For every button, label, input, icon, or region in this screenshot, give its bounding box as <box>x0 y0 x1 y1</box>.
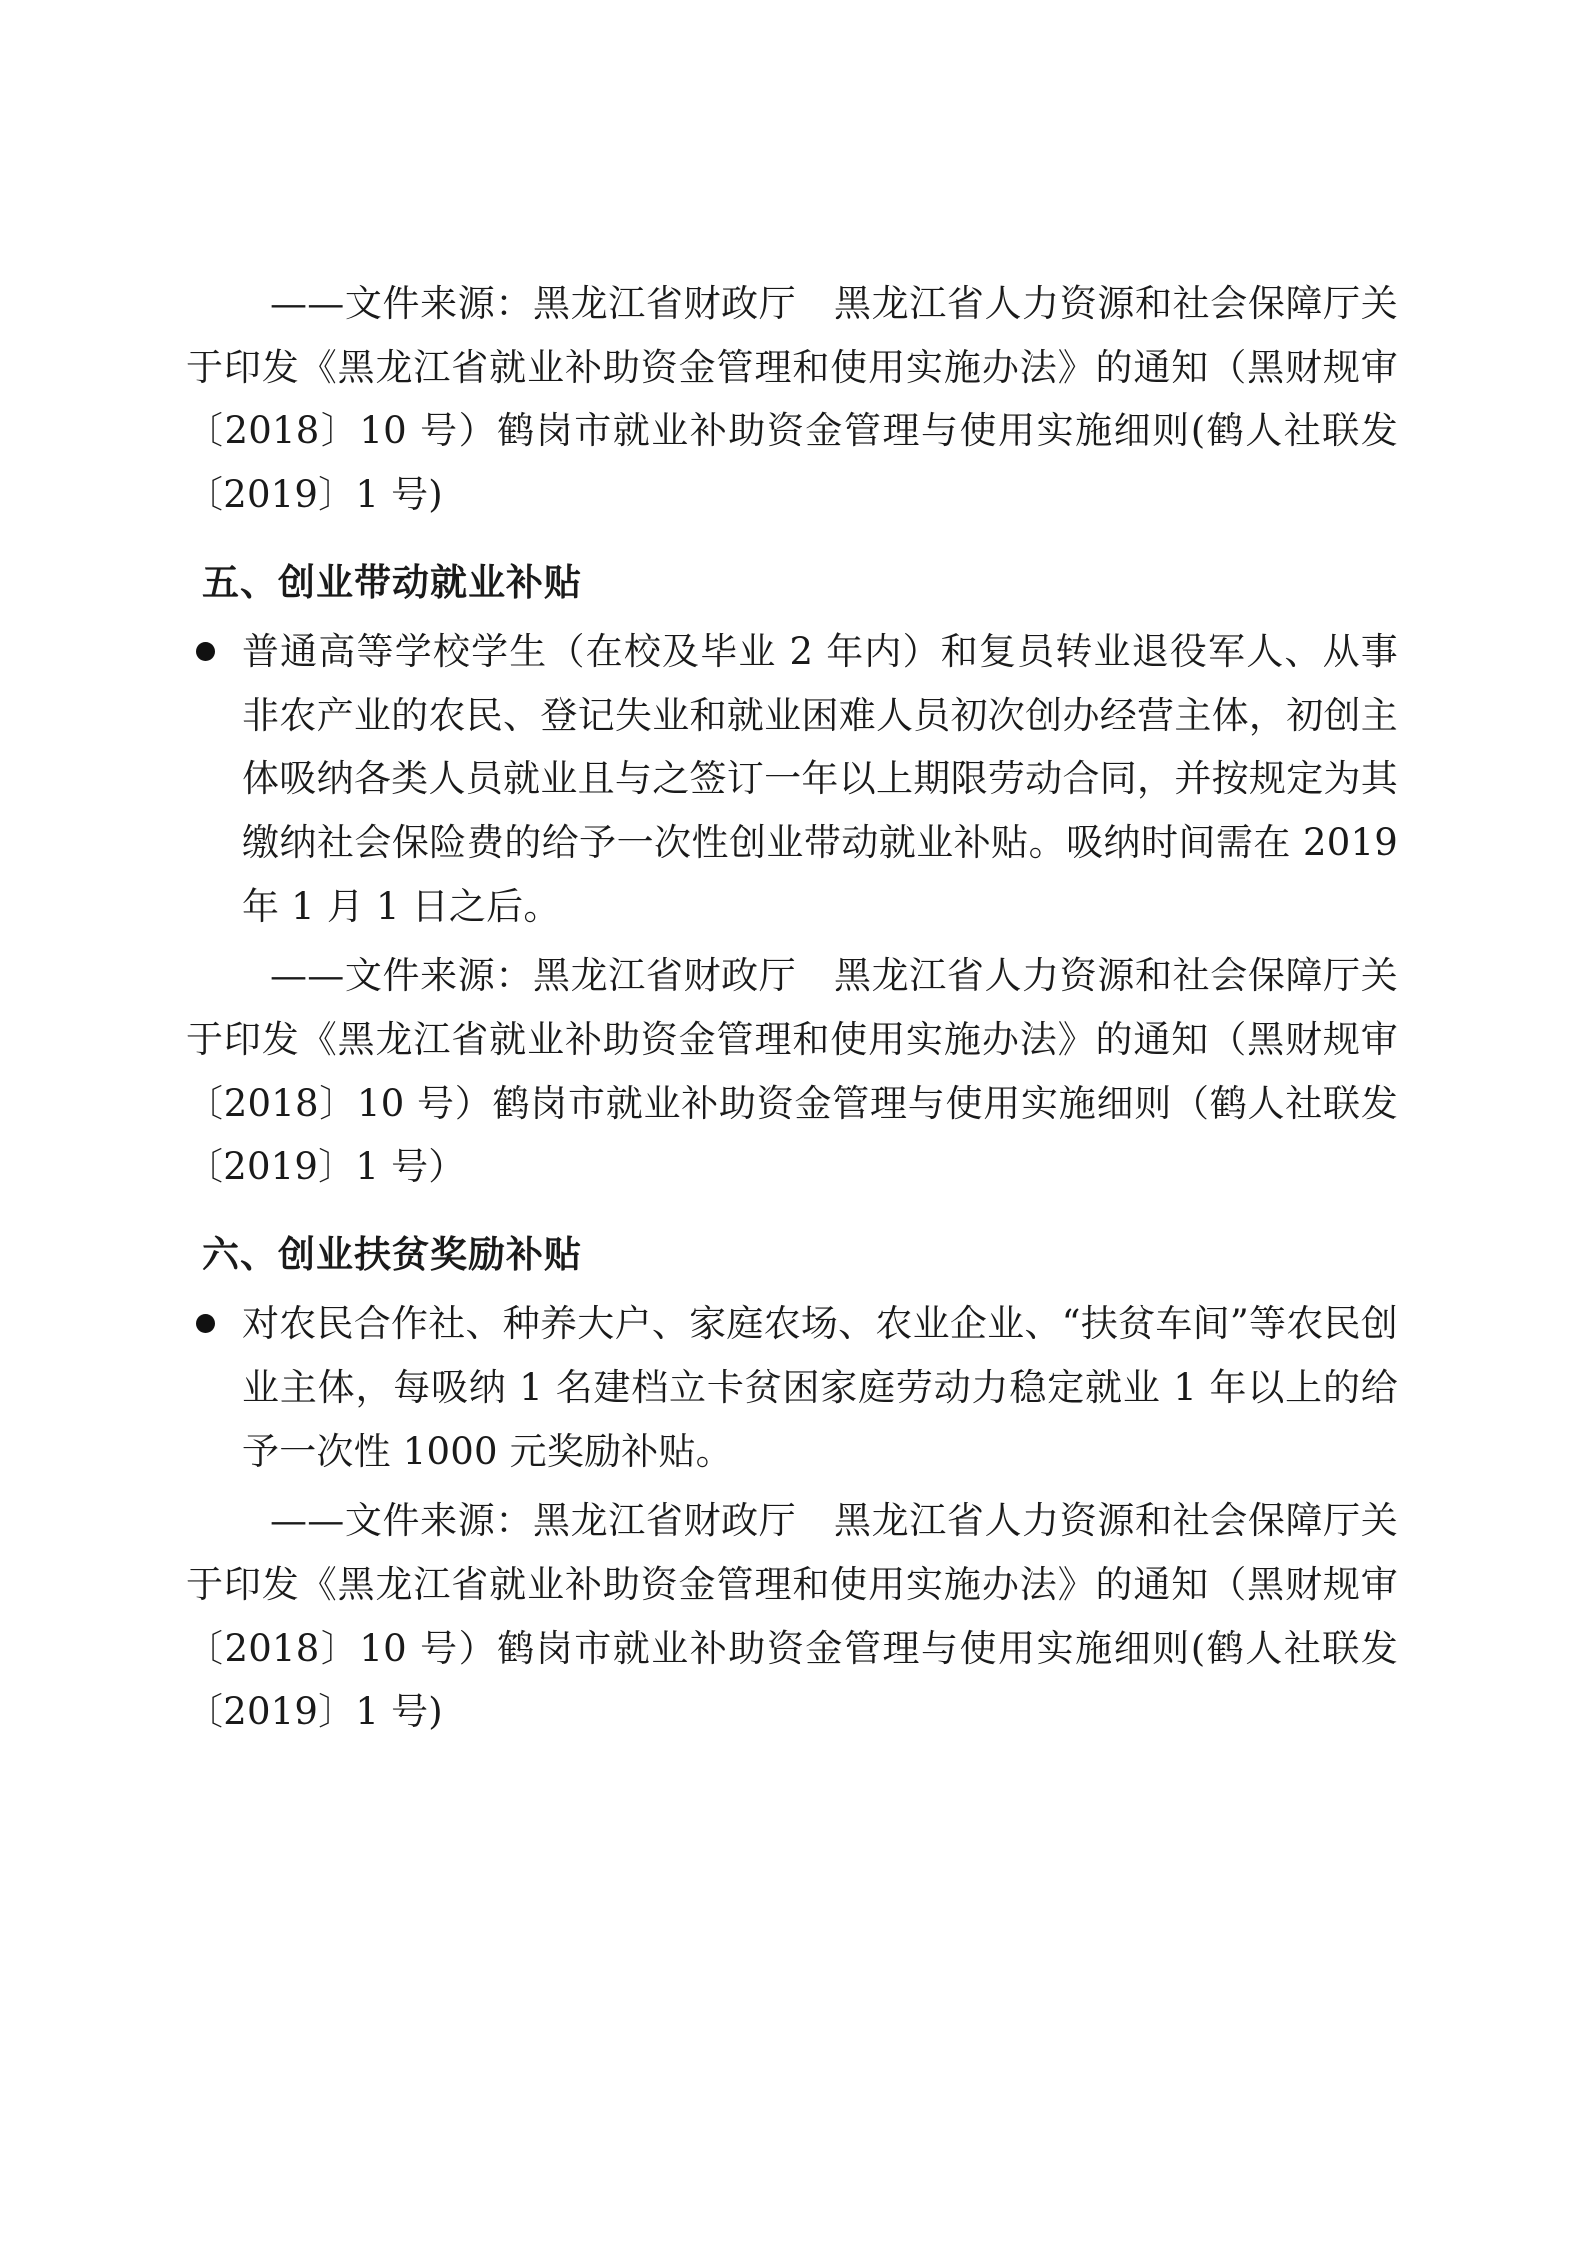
source-note-1-text: ——文件来源：黑龙江省财政厅 黑龙江省人力资源和社会保障厅关于印发《黑龙江省就业补助资金管理和使用实施办法》的通知（黑财规审〔2018〕10 号）鹤岗市就业补助资金管理与使用实施细则(鹤人社联发〔2019〕1 号) <box>186 282 1398 516</box>
section-heading-six: 六、创业扶贫奖励补贴 <box>202 1231 582 1276</box>
bullet-dot-icon <box>196 1314 215 1333</box>
source-note-2 <box>186 944 1398 1199</box>
bullet-item-startup-employment-subsidy <box>186 620 1398 938</box>
spacer <box>186 1201 1398 1213</box>
source-note-3 <box>186 1489 1398 1744</box>
source-note-3-text: ——文件来源：黑龙江省财政厅 黑龙江省人力资源和社会保障厅关于印发《黑龙江省就业补助资金管理和使用实施办法》的通知（黑财规审〔2018〕10 号）鹤岗市就业补助资金管理与使用实施细则(鹤人社联发〔2019〕1 号) <box>186 1499 1398 1734</box>
bullet-item-poverty-alleviation-award-text: 对农民合作社、种养大户、家庭农场、农业企业、“扶贫车间”等农民创业主体，每吸纳 1 名建档立卡贫困家庭劳动力稳定就业 1 年以上的给予一次性 1000 元奖励补贴。 <box>242 1302 1398 1473</box>
source-note-2-text: ——文件来源：黑龙江省财政厅 黑龙江省人力资源和社会保障厅关于印发《黑龙江省就业补助资金管理和使用实施办法》的通知（黑财规审〔2018〕10 号）鹤岗市就业补助资金管理与使用实施细则（鹤人社联发〔2019〕1 号） <box>186 954 1398 1189</box>
bullet-dot-icon <box>196 642 215 661</box>
section-heading-five: 五、创业带动就业补贴 <box>202 559 582 604</box>
bullet-item-poverty-alleviation-award <box>186 1292 1398 1483</box>
document-body <box>186 272 1398 1746</box>
spacer <box>186 529 1398 541</box>
bullet-item-startup-employment-subsidy-text: 普通高等学校学生（在校及毕业 2 年内）和复员转业退役军人、从事非农产业的农民、登记失业和就业困难人员初次创办经营主体，初创主体吸纳各类人员就业且与之签订一年以上期限劳动合同，并按规定为其缴纳社会保险费的给予一次性创业带动就业补贴。吸纳时间需在 2019 年 1 月 1 日之后。 <box>242 630 1398 928</box>
source-note-1 <box>186 272 1398 527</box>
